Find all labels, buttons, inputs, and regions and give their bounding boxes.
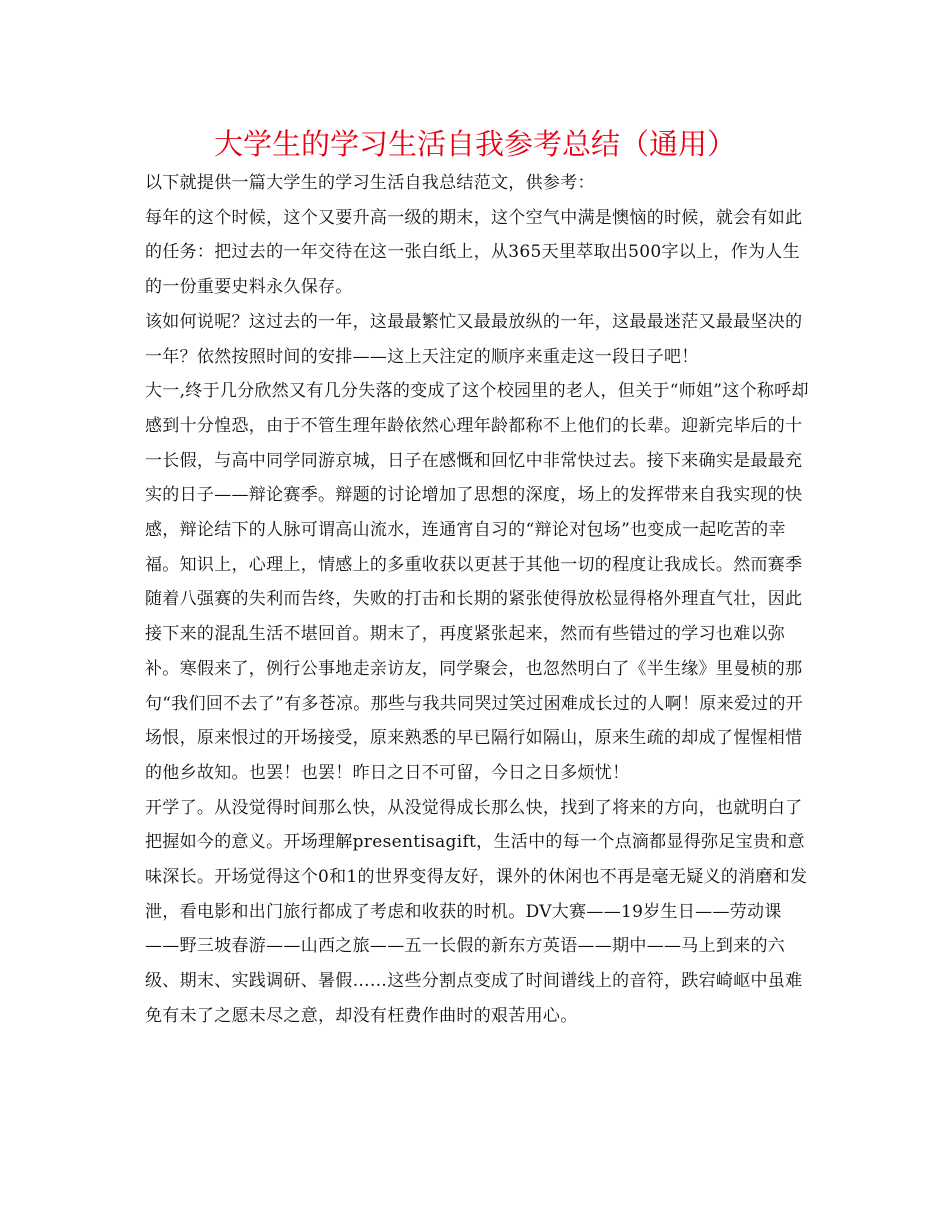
paragraph: 每年的这个时候，这个又要升高一级的期末，这个空气中满是懊恼的时候，就会有如此的任务：把过去的一年交待在这一张白纸上，从365天里萃取出500字以上，作为人生的一份重要史料永久保存。: [145, 207, 803, 298]
paragraph-intro: 以下就提供一篇大学生的学习生活自我总结范文，供参考：: [145, 173, 595, 193]
paragraph: 大一,终于几分欣然又有几分失落的变成了这个校园里的老人，但关于“师姐”这个称呼却感到十分惶恐，由于不管生理年龄依然心理年龄都称不上他们的长辈。迎新完毕后的十一长假，与高中同学同游京城，日子在感慨和回忆中非常快过去。接下来确实是最最充实的日子——辩论赛季。辩题的讨论增加了思想的深度，场上的发挥带来自我实现的快感，辩论结下的人脉可谓高山流水，连通宵自习的“辩论对包场”也变成一起吃苦的幸福。知识上，心理上，情感上的多重收获以更甚于其他一切的程度让我成长。然而赛季随着八强赛的失利而告终，失败的打击和长期的紧张使得放松显得格外理直气壮，因此接下来的混乱生活不堪回首。期末了，再度紧张起来，然而有些错过的学习也难以弥补。寒假来了，例行公事地走亲访友，同学聚会，也忽然明白了《半生缘》里曼桢的那句“我们回不去了”有多苍凉。那些与我共同哭过笑过困难成长过的人啊！原来爱过的开场恨，原来恨过的开场接受，原来熟悉的早已隔行如隔山，原来生疏的却成了惺惺相惜的他乡故知。也罢！也罢！昨日之日不可留，今日之日多烦忧！: [145, 381, 809, 783]
paragraph: 该如何说呢？这过去的一年，这最最繁忙又最最放纵的一年，这最最迷茫又最最坚决的一年？依然按照时间的安排——这上天注定的顺序来重走这一段日子吧！: [145, 311, 803, 367]
document-title: 大学生的学习生活自我参考总结（通用）: [213, 127, 736, 161]
document-body: [145, 166, 812, 1034]
paragraph: 开学了。从没觉得时间那么快，从没觉得成长那么快，找到了将来的方向，也就明白了把握如今的意义。开场理解presentisagift，生活中的每一个点滴都显得弥足宝贵和意味深长。开场觉得这个0和1的世界变得友好，课外的休闲也不再是毫无疑义的消磨和发泄，看电影和出门旅行都成了考虑和收获的时机。DV大赛——19岁生日——劳动课——野三坡春游——山西之旅——五一长假的新东方英语——期中——马上到来的六级、期末、实践调研、暑假……这些分割点变成了时间谱线上的音符，跌宕崎岖中虽难免有未了之愿未尽之意，却没有枉费作曲时的艰苦用心。: [145, 797, 808, 1026]
